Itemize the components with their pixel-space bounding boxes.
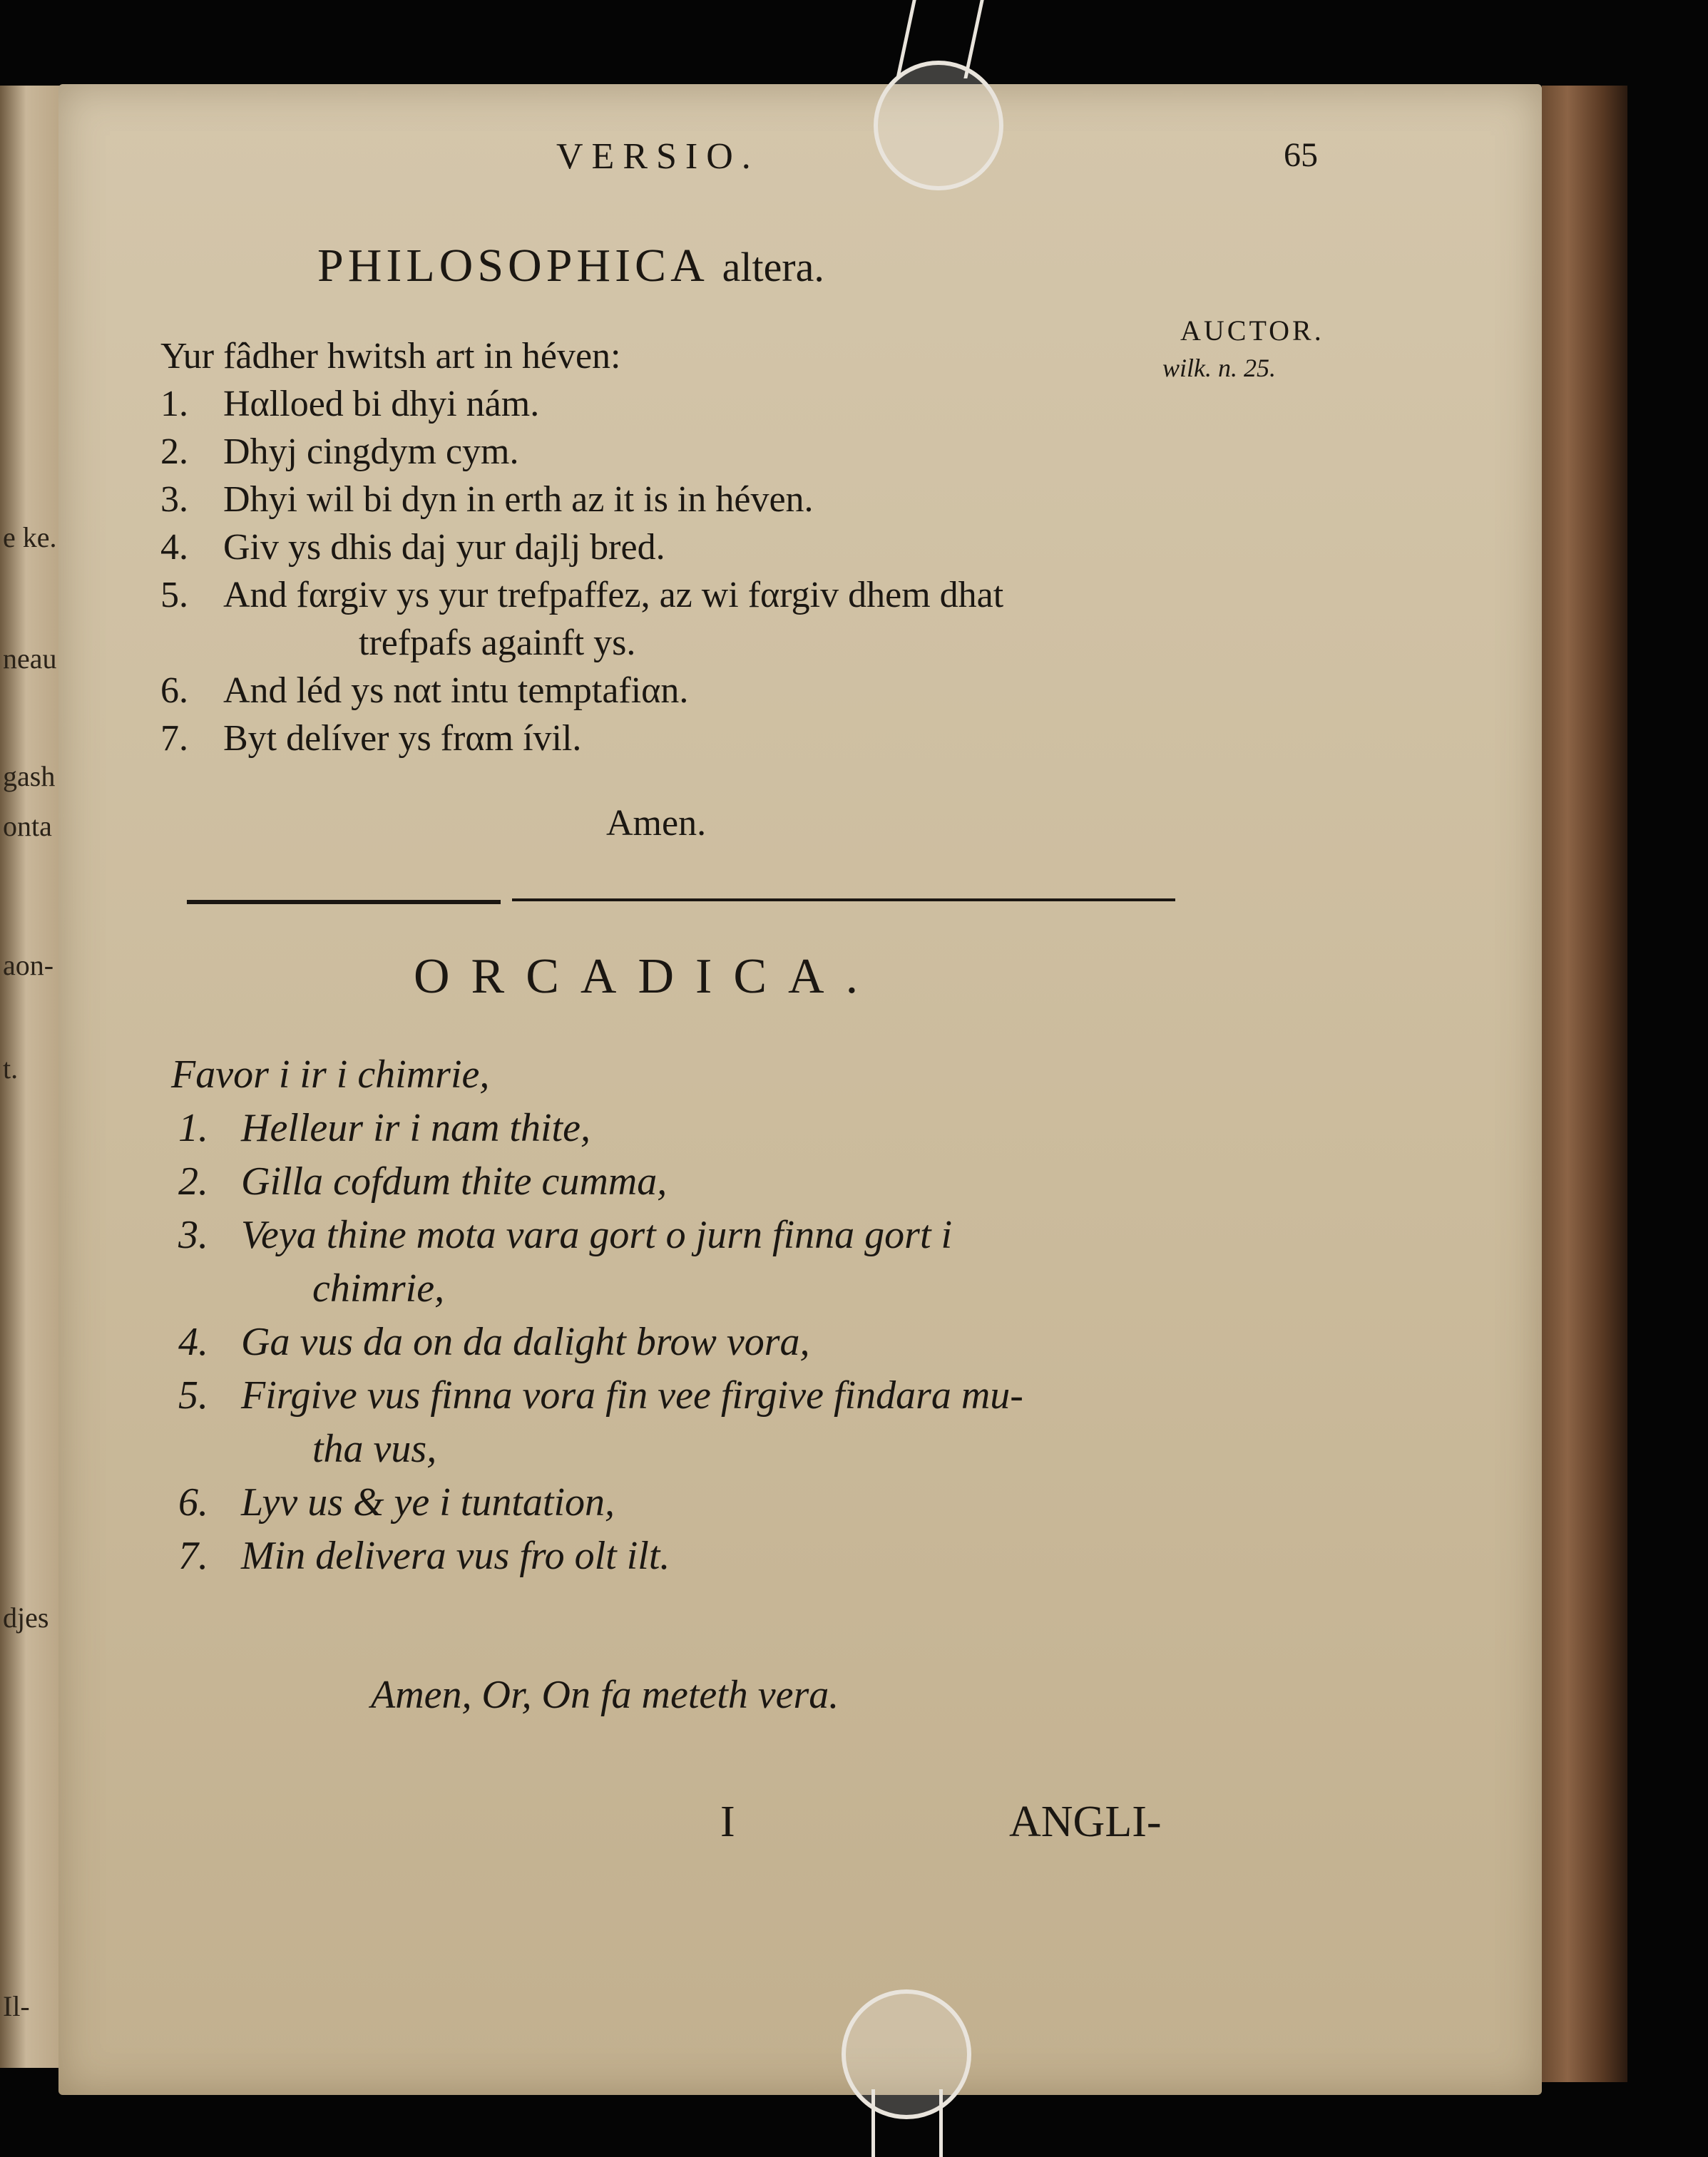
- left-page-fragment: Il-: [3, 1990, 30, 2022]
- auctor-reference: wilk. n. 25.: [1162, 354, 1276, 382]
- page-number: 65: [1284, 136, 1318, 174]
- prayer-line: [160, 431, 519, 473]
- prayer-line: [178, 1373, 1023, 1418]
- line-number: 2.: [178, 1159, 208, 1204]
- divider-rule: [187, 900, 501, 904]
- line-number: 7.: [178, 1534, 208, 1578]
- prayer-line: [160, 670, 688, 712]
- line-text: Dhyj cingdym cym.: [223, 431, 519, 472]
- book-edge: [1542, 86, 1627, 2082]
- line-text: Firgive vus finna vora fin vee firgive findara mu-: [241, 1373, 1023, 1418]
- line-text: Gilla cofdum thite cumma,: [241, 1159, 668, 1204]
- line-text: chimrie,: [312, 1266, 445, 1311]
- line-number: 2.: [160, 431, 188, 472]
- section-title-main: PHILOSOPHICA: [317, 240, 707, 292]
- line-number: 1.: [178, 1106, 208, 1150]
- auctor-label: AUCTOR.: [1180, 314, 1324, 347]
- amen: Amen.: [606, 803, 707, 844]
- prayer-line: [178, 1319, 809, 1365]
- running-head: VERSIO.: [556, 136, 760, 177]
- left-page-fragment: e ke.: [3, 521, 57, 553]
- prayer-line: [160, 574, 1003, 616]
- line-text: Veya thine mota vara gort o jurn finna gort i: [241, 1213, 953, 1257]
- prayer-line: [160, 383, 539, 425]
- amen: Amen, Or, On fa meteth vera.: [371, 1673, 839, 1717]
- prayer-intro: Yur fâdher hwitsh art in héven:: [160, 336, 621, 376]
- left-page-fragment: neau: [3, 642, 57, 675]
- prayer-line-continued: [160, 622, 635, 664]
- prayer-line-continued: [178, 1266, 444, 1311]
- left-page-fragment: aon-: [3, 949, 54, 981]
- prayer-line: [160, 526, 665, 568]
- line-text: Min delivera vus fro olt ilt.: [241, 1534, 670, 1578]
- section-title: [317, 239, 824, 293]
- left-page-fragment: djes: [3, 1602, 49, 1634]
- line-text: Hαlloed bi dhyi nám.: [223, 384, 540, 424]
- page-clip: [874, 61, 1003, 190]
- left-page-fragment: t.: [3, 1052, 19, 1085]
- left-page-fragment: onta: [3, 810, 52, 842]
- prayer-line: [160, 478, 814, 521]
- line-text: Helleur ir i nam thite,: [241, 1106, 590, 1150]
- line-text: And fαrgiv ys yur trefpaffez, az wi fαrgiv dhem dhat: [223, 575, 1004, 615]
- left-page-edge: [0, 86, 66, 2068]
- line-text: Byt delíver ys frαm ívil.: [223, 718, 582, 759]
- catchword: ANGLI-: [1009, 1798, 1162, 1846]
- line-number: 7.: [160, 718, 188, 759]
- line-number: 5.: [160, 575, 188, 615]
- prayer-line-continued: [178, 1426, 436, 1472]
- line-number: 6.: [160, 670, 188, 711]
- line-text: trefpafs againft ys.: [359, 622, 636, 663]
- line-text: Dhyi wil bi dyn in erth az it is in héven.: [223, 479, 814, 520]
- divider-rule: [512, 898, 1175, 901]
- prayer-line: [178, 1159, 667, 1204]
- prayer-line: [178, 1212, 952, 1258]
- line-number: 3.: [160, 479, 188, 520]
- signature-mark: I: [720, 1798, 735, 1846]
- left-page-fragment: gash: [3, 760, 56, 792]
- line-number: 1.: [160, 384, 188, 424]
- section-title-orcadica: ORCADICA.: [414, 949, 880, 1004]
- line-text: Lyv us & ye i tuntation,: [241, 1480, 615, 1525]
- line-number: 5.: [178, 1373, 208, 1418]
- prayer-intro: Favor i ir i chimrie,: [171, 1052, 490, 1097]
- prayer-line: [178, 1533, 670, 1579]
- prayer-line: [178, 1105, 590, 1151]
- section-title-sub: altera.: [722, 244, 824, 290]
- line-text: Ga vus da on da dalight brow vora,: [241, 1320, 810, 1364]
- line-number: 4.: [160, 527, 188, 568]
- line-number: 6.: [178, 1480, 208, 1525]
- prayer-line: [178, 1480, 615, 1525]
- prayer-line: [160, 717, 581, 759]
- clip-stem: [871, 2089, 943, 2157]
- line-number: 4.: [178, 1320, 208, 1364]
- line-text: Giv ys dhis daj yur dajlj bred.: [223, 527, 665, 568]
- line-text: And léd ys nαt intu temptafiαn.: [223, 670, 689, 711]
- line-number: 3.: [178, 1213, 208, 1257]
- line-text: tha vus,: [312, 1427, 437, 1471]
